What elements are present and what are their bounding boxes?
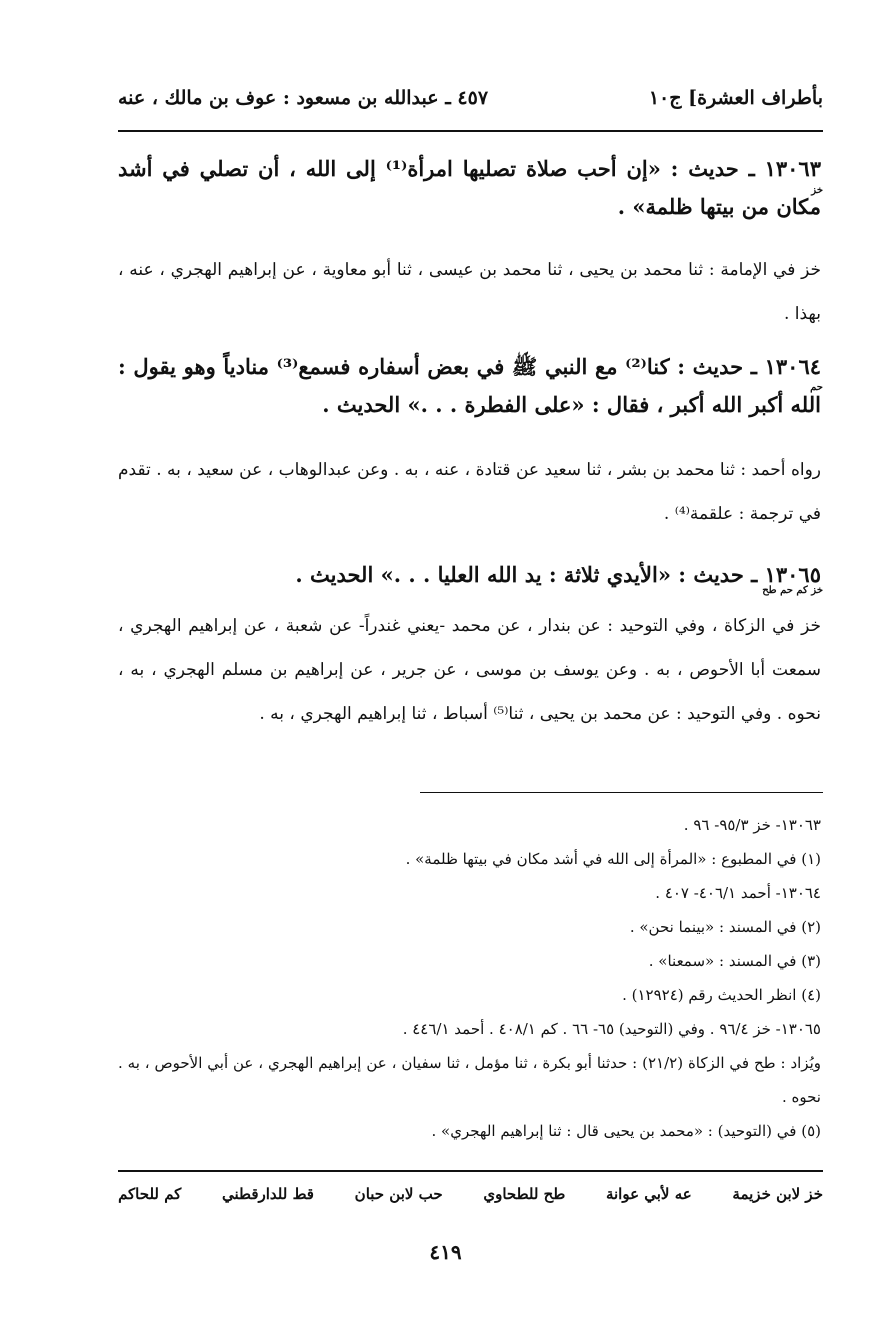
- header-section: ٤٥٧ ـ عبدالله بن مسعود : عوف بن مالك ، عنه: [118, 87, 489, 109]
- abbreviation: حب لابن حبان: [354, 1185, 443, 1203]
- abbreviation-rule: [118, 1170, 823, 1172]
- abbreviation: كم للحاكم: [118, 1185, 182, 1203]
- abbreviation: قط للدارقطني: [222, 1185, 314, 1203]
- source-tag-13063: خز: [811, 185, 823, 196]
- hadith-13065: ١٣٠٦٥ ـ حديث : «الأيدي ثلاثة : يد الله العليا . . .» الحديث .: [295, 562, 821, 587]
- header-volume: بأطراف العشرة] ج١٠: [648, 87, 823, 109]
- abbreviation-key: [118, 1185, 823, 1203]
- footnote: ويُزاد : طح في الزكاة (٢١/٢) : حدثنا أبو بكرة ، ثنا مؤمل ، ثنا سفيان ، عن إبراهيم الهجري ، عن أبي الأحوص ، به . نحوه .: [118, 1054, 821, 1106]
- source-13063: خز في الإمامة : ثنا محمد بن يحيى ، ثنا محمد بن عيسى ، ثنا أبو معاوية ، عن إبراهيم الهجري ، عنه ، بهذا .: [118, 260, 821, 324]
- page-number: ٤١٩: [429, 1240, 462, 1264]
- abbreviation: خز لابن خزيمة: [732, 1185, 823, 1203]
- abbreviation: طح للطحاوي: [483, 1185, 566, 1203]
- hadith-13063: ١٣٠٦٣ ـ حديث : «إن أحب صلاة تصليها امرأة⁽¹⁾ إلى الله ، أن تصلي في أشد مكان من بيتها ظلمة» .: [118, 156, 821, 219]
- footnote: ١٣٠٦٣- خز ٩٥/٣- ٩٦ .: [683, 816, 821, 834]
- footnotes: [118, 808, 821, 1148]
- source-tag-13065: خز كم حم طح: [762, 585, 823, 596]
- footnote-rule: [420, 792, 823, 793]
- source-tag-13064: حم: [810, 382, 823, 393]
- running-header: [118, 78, 823, 118]
- footnote: (٥) في (التوحيد) : «محمد بن يحيى قال : ثنا إبراهيم الهجري» .: [431, 1122, 821, 1140]
- footnote: (٢) في المسند : «بينما نحن» .: [629, 918, 821, 936]
- footnote: (٤) انظر الحديث رقم (١٢٩٢٤) .: [622, 986, 821, 1004]
- footnote: ١٣٠٦٥- خز ٩٦/٤ . وفي (التوحيد) ٦٥- ٦٦ . كم ٤٠٨/١ . أحمد ٤٤٦/١ .: [402, 1020, 821, 1038]
- footnote: ١٣٠٦٤- أحمد ٤٠٦/١- ٤٠٧ .: [655, 884, 821, 902]
- abbreviation: عه لأبي عوانة: [605, 1185, 692, 1203]
- footnote: (١) في المطبوع : «المرأة إلى الله في أشد مكان في بيتها ظلمة» .: [405, 850, 821, 868]
- hadith-13064: ١٣٠٦٤ ـ حديث : كنا⁽²⁾ مع النبي ﷺ في بعض أسفاره فسمع⁽³⁾ منادياً وهو يقول : الله أكبر الله أكبر ، فقال : «على الفطرة . . .» الحديث .: [118, 354, 822, 417]
- footnote: (٣) في المسند : «سمعنا» .: [648, 952, 821, 970]
- header-rule: [118, 130, 823, 132]
- source-13065: خز في الزكاة ، وفي التوحيد : عن بندار ، عن محمد -يعني غندراً- عن شعبة ، عن إبراهيم الهجري ، سمعت أبا الأحوص ، به . وعن يوسف بن موسى ، عن جرير ، عن إبراهيم بن مسلم الهجري ، به ، نحوه . وفي التوحيد : عن محمد بن يحيى ، ثنا⁽⁵⁾ أسباط ، ثنا إبراهيم الهجري ، به .: [118, 616, 821, 724]
- source-13064: رواه أحمد : ثنا محمد بن بشر ، ثنا سعيد عن قتادة ، عنه ، به . وعن عبدالوهاب ، عن سعيد ، به . تقدم في ترجمة : علقمة⁽⁴⁾ .: [118, 460, 821, 524]
